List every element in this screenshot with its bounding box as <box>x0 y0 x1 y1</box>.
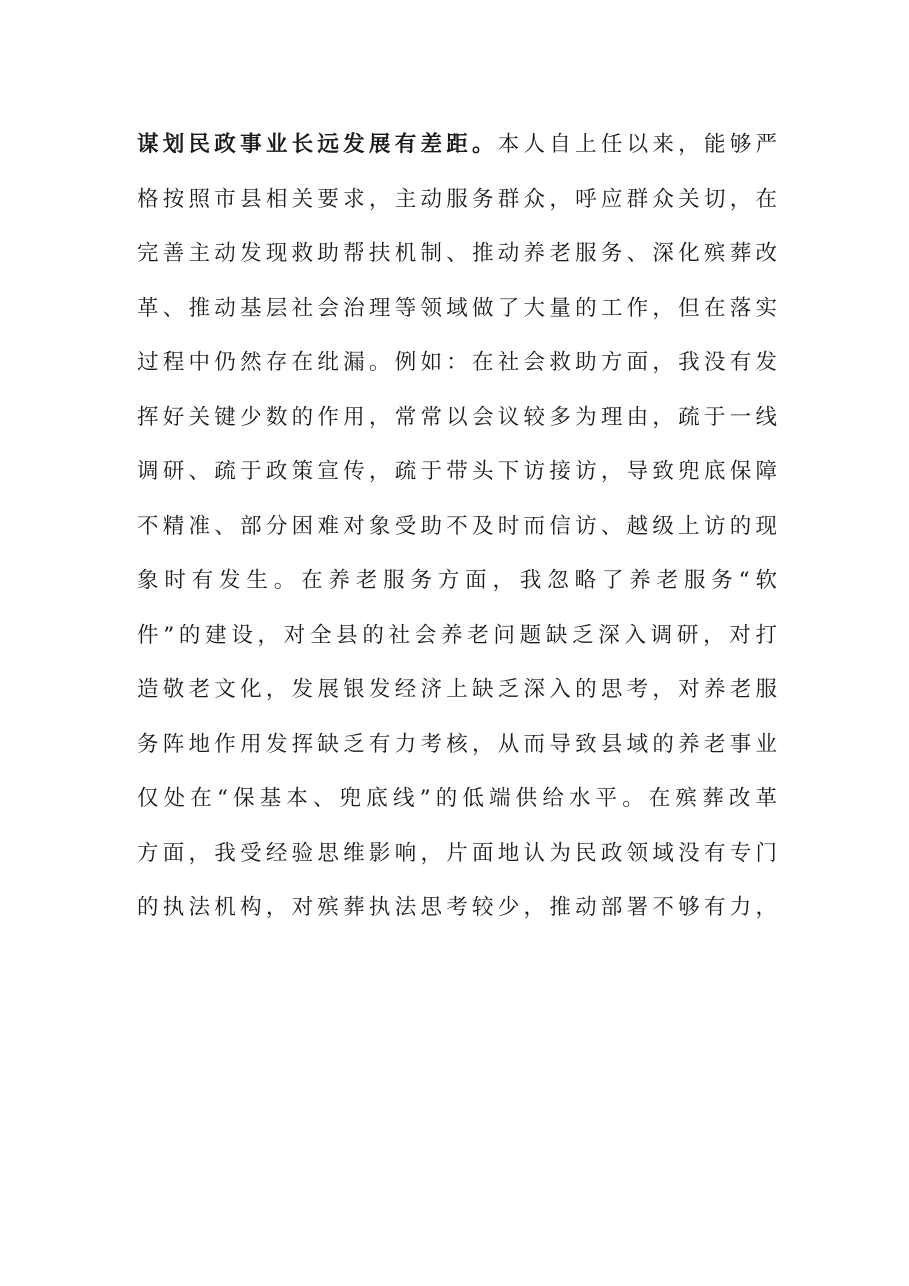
paragraph-line-15: 的执法机构，对殡葬执法思考较少，推动部署不够有力， <box>137 895 777 920</box>
paragraph-line-13: 仅处在“保基本、兜底线”的低端供给水平。在殡葬改革 <box>137 786 777 811</box>
paragraph-line-9: 象时有发生。在养老服务方面，我忽略了养老服务“软 <box>137 568 777 593</box>
paragraph-line-6: 挥好关键少数的作用，常常以会议较多为理由，疏于一线 <box>137 404 777 430</box>
paragraph-line-10: 件”的建设，对全县的社会养老问题缺乏深入调研，对打 <box>137 622 777 648</box>
paragraph-line-2: 格按照市县相关要求，主动服务群众，呼应群众关切，在 <box>137 186 777 212</box>
section-heading: 谋划民政事业长远发展有差距。 <box>137 132 498 157</box>
paragraph-line-1 <box>137 118 777 173</box>
paragraph-line-7: 调研、疏于政策宣传，疏于带头下访接访，导致兜底保障 <box>137 459 777 484</box>
paragraph-line-12: 务阵地作用发挥缺乏有力考核，从而导致县域的养老事业 <box>137 731 777 757</box>
paragraph-line-11: 造敬老文化，发展银发经济上缺乏深入的思考，对养老服 <box>137 677 777 702</box>
line-text: 本人自上任以来，能够严 <box>497 132 777 157</box>
body-paragraph <box>137 118 777 936</box>
paragraph-line-14: 方面，我受经验思维影响，片面地认为民政领域没有专门 <box>137 840 777 866</box>
paragraph-line-5: 过程中仍然存在纰漏。例如：在社会救助方面，我没有发 <box>137 350 777 375</box>
paragraph-line-3: 完善主动发现救助帮扶机制、推动养老服务、深化殡葬改 <box>137 241 777 266</box>
paragraph-line-4: 革、推动基层社会治理等领域做了大量的工作，但在落实 <box>137 295 777 321</box>
paragraph-line-8: 不精准、部分困难对象受助不及时而信访、越级上访的现 <box>137 513 777 539</box>
